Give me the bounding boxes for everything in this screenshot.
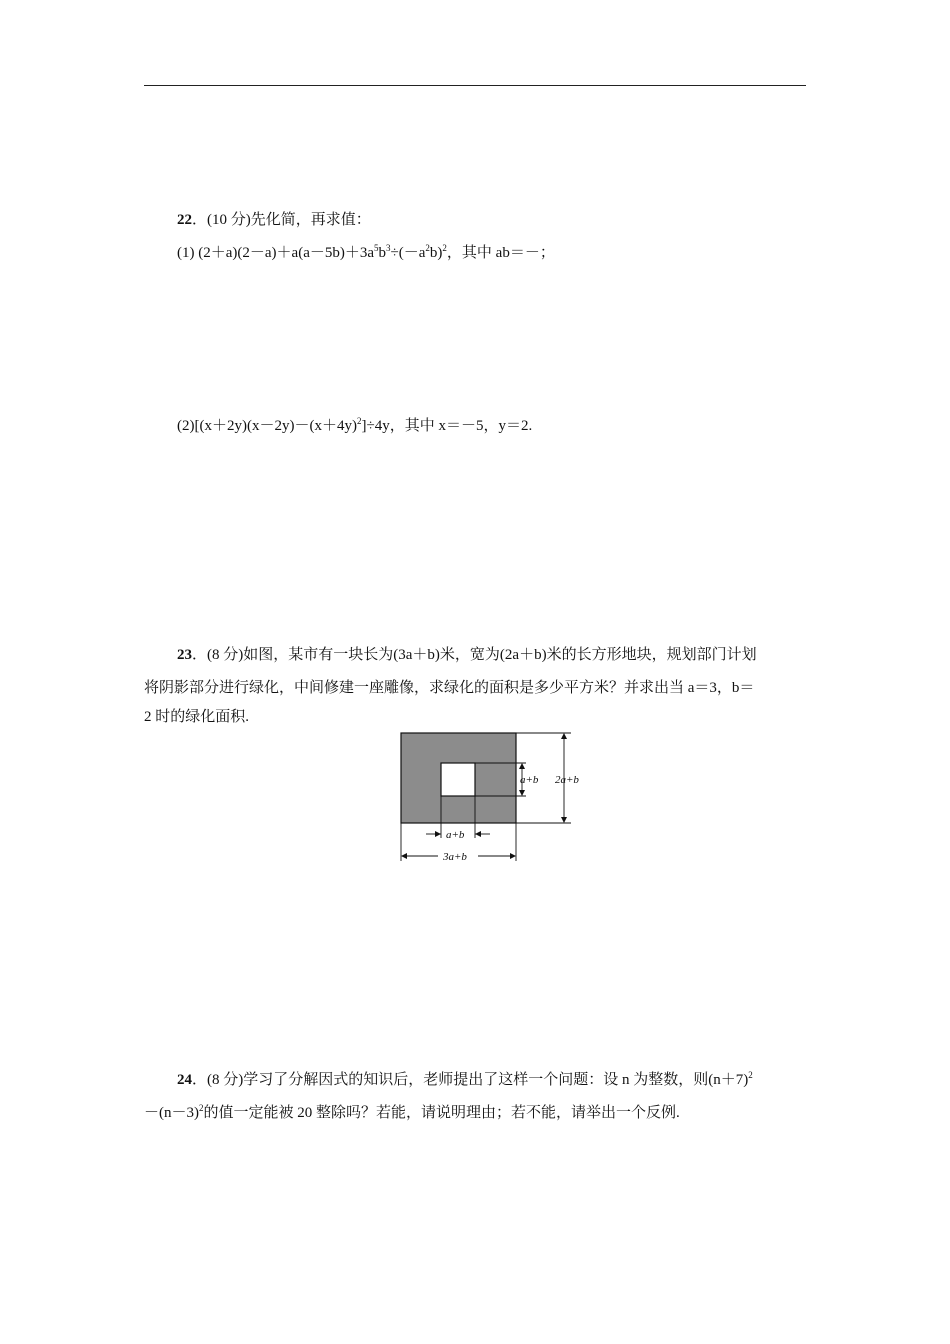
q24-points: (8 分) [207, 1072, 244, 1088]
q22-part1-text: (1) (2＋a)(2－a)＋a(a－5b)＋3a [177, 245, 375, 261]
q23-line1: 23．(8 分)如图，某市有一块长为(3a＋b)米，宽为(2a＋b)米的长方形地块，规划部门计划 [177, 647, 757, 663]
q23-text: 如图，某市有一块长为(3a＋b)米，宽为(2a＋b)米的长方形地块，规划部门计划 [243, 647, 757, 663]
arrowhead [510, 853, 516, 859]
exponent: 5 [374, 243, 379, 253]
q22-part1-text: b) [429, 245, 443, 261]
label-total-width: 3a+b [443, 851, 467, 863]
q23-number: 23 [177, 647, 192, 663]
q22-points: (10 分) [207, 212, 251, 228]
header-rule [144, 85, 806, 86]
arrowhead [435, 831, 441, 837]
q22-part1-text: ，其中 ab＝－； [446, 245, 555, 261]
q24-line1: 24．(8 分)学习了分解因式的知识后，老师提出了这样一个问题：设 n 为整数，则$(n+7)^2$ [177, 1070, 753, 1088]
exponent: 2 [356, 416, 362, 426]
q24-number: 24 [177, 1072, 192, 1088]
label-inner-width: a+b [446, 829, 465, 841]
arrowhead [561, 733, 567, 739]
q22-part2-text: (2)[(x＋2y)(x－2y)－(x＋4y) [177, 418, 357, 434]
q23-line3: 2 时的绿化面积. [144, 709, 250, 725]
q24-text: 的值一定能被 20 整除吗？若能，请说明理由；若不能，请举出一个反例. [203, 1105, 680, 1121]
q22-part2 [177, 416, 532, 436]
q22-part1 [177, 243, 555, 263]
q22-part1-text: ÷(－a [390, 245, 426, 261]
statue-square [441, 763, 475, 796]
exponent: 2 [425, 243, 430, 253]
exponent: 2 [748, 1070, 753, 1080]
exponent: 2 [442, 243, 447, 253]
arrowhead [519, 763, 525, 769]
q22-part2-text: ]÷4y，其中 x＝－5，y＝2. [361, 418, 533, 434]
label-total-height: 2a+b [555, 774, 579, 786]
exponent: 3 [386, 243, 391, 253]
q22-heading: 22．(10 分)先化简，再求值： [177, 212, 371, 228]
arrowhead [519, 790, 525, 796]
q24-text: 学习了分解因式的知识后，老师提出了这样一个问题：设 n 为整数，则(n＋7) [243, 1072, 749, 1088]
greening-diagram [396, 728, 596, 868]
q23-points: (8 分) [207, 647, 244, 663]
q24-text: －(n－3) [144, 1105, 199, 1121]
arrowhead [401, 853, 407, 859]
arrowhead [561, 817, 567, 823]
q23-line2: 将阴影部分进行绿化，中间修建一座雕像，求绿化的面积是多少平方米？并求出当 a＝3，b＝ [144, 680, 755, 696]
label-inner-height: a+b [520, 774, 539, 786]
q22-part1-text: b [378, 245, 387, 261]
q22-number: 22 [177, 212, 192, 228]
q22-stem: 先化简，再求值： [250, 212, 371, 228]
arrowhead [475, 831, 481, 837]
q24-line2 [144, 1103, 680, 1123]
exponent: 2 [199, 1103, 204, 1113]
